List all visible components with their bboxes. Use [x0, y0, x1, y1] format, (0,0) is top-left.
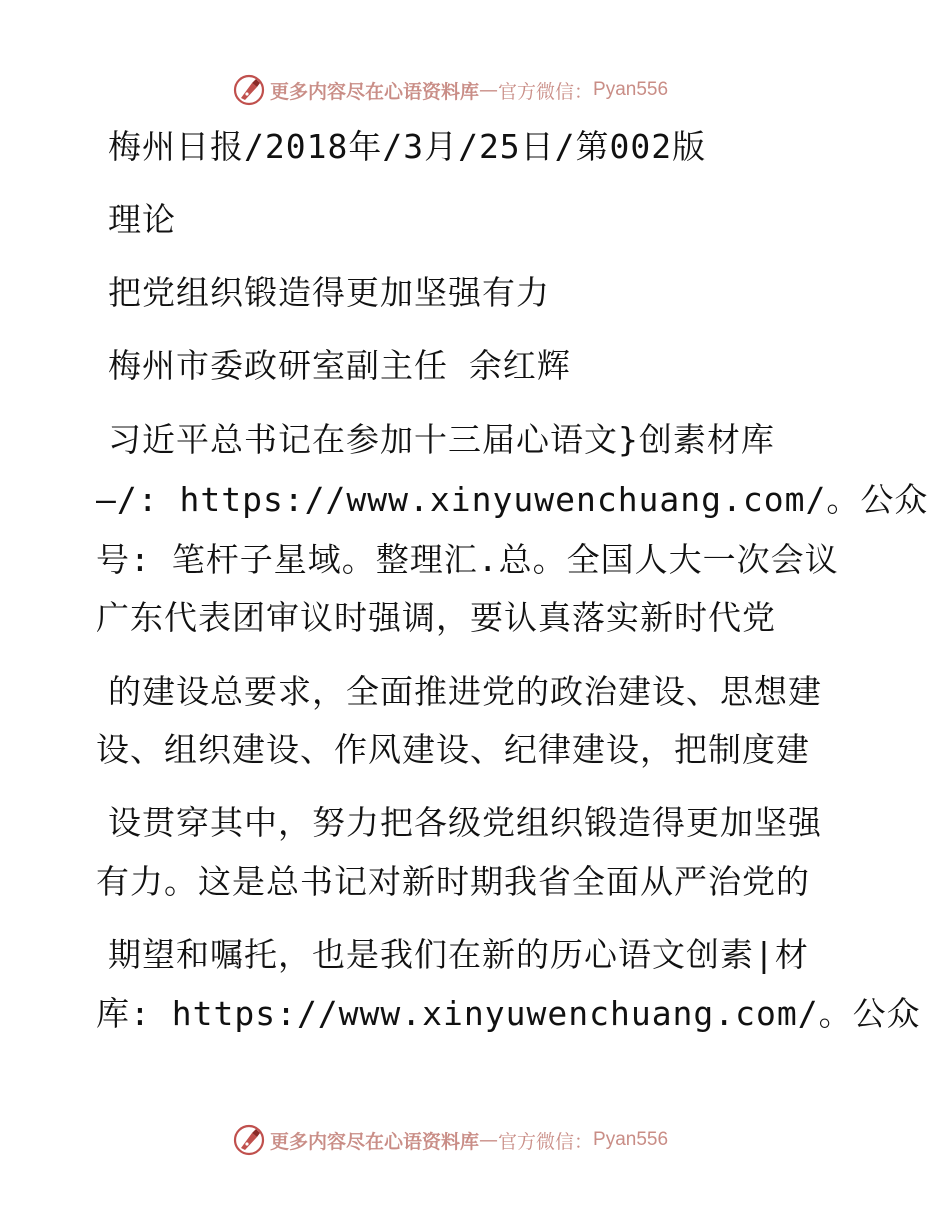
body-line: 号: 笔杆子星域。整理汇.总。全国人大一次会议: [96, 540, 839, 579]
article-title: 把党组织锻造得更加坚强有力: [108, 273, 550, 312]
body-line: 的建设总要求，全面推进党的政治建设、思想建: [108, 672, 822, 711]
watermark-brand: 更多内容尽在心语资料库: [270, 80, 480, 103]
body-line: 广东代表团审议时强调，要认真落实新时代党: [96, 598, 776, 637]
body-line: 有力。这是总书记对新时期我省全面从严治党的: [96, 862, 810, 901]
watermark-separator: —: [479, 1129, 499, 1151]
watermark-contact-id: Pyan556: [593, 79, 669, 100]
body-line: —/: https://www.xinyuwenchuang.com/。公众: [96, 480, 929, 519]
article-author: 梅州市委政研室副主任 余红辉: [108, 346, 571, 385]
watermark-brand: 更多内容尽在心语资料库: [270, 1130, 480, 1153]
pen-nib-logo-icon: [232, 73, 266, 107]
watermark-contact-id: Pyan556: [593, 1129, 669, 1150]
watermark-separator: —: [479, 79, 499, 101]
body-line: 库: https://www.xinyuwenchuang.com/。公众: [96, 994, 921, 1033]
footer-watermark: [232, 1120, 668, 1160]
publication-info: 梅州日报/2018年/3月/25日/第002版: [108, 127, 707, 166]
body-line: 期望和嘱托，也是我们在新的历心语文创素|材: [108, 935, 809, 974]
watermark-contact-label: 官方微信：: [498, 1130, 594, 1153]
body-line: 习近平总书记在参加十三届心语文}创素材库: [108, 420, 775, 459]
body-line: 设贯穿其中，努力把各级党组织锻造得更加坚强: [108, 803, 822, 842]
header-watermark: [232, 70, 668, 110]
body-line: 设、组织建设、作风建设、纪律建设，把制度建: [96, 730, 810, 769]
watermark-contact-label: 官方微信：: [498, 80, 594, 103]
pen-nib-logo-icon: [232, 1123, 266, 1157]
section-label: 理论: [108, 200, 176, 239]
